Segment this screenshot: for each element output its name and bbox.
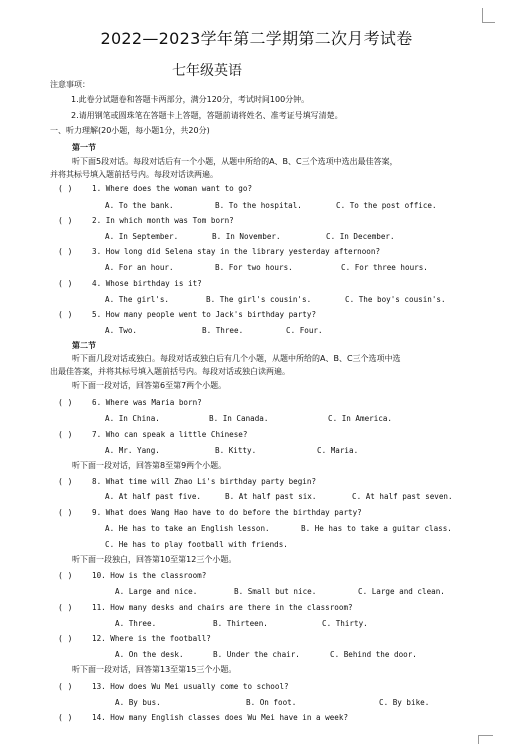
q11-option-c: C. Thirty. <box>322 619 368 628</box>
q4-option-a: A. The girl's. <box>105 295 170 304</box>
q11-option-b: B. Thirteen. <box>213 619 268 628</box>
q12-option-c: C. Behind the door. <box>330 650 417 659</box>
part2-instruction-line1: 听下面几段对话或独白。每段对话或独白后有几个小题，从题中所给的A、B、C三个选项中选 <box>72 354 401 363</box>
answer-blank[interactable]: ( ) <box>58 310 73 319</box>
sub-instruction-8-9: 听下面一段对话，回答第8至第9两个小题。 <box>72 461 227 470</box>
section-heading: 一、听力理解(20小题，每小题1分，共20分) <box>50 126 210 135</box>
q5-option-b: B. Three. <box>202 326 244 335</box>
answer-blank[interactable]: ( ) <box>58 398 73 407</box>
sub-instruction-10-12: 听下面一段独白，回答第10至第12三个小题。 <box>72 555 237 564</box>
answer-blank[interactable]: ( ) <box>58 184 73 193</box>
question-1: 1. Where does the woman want to go? <box>92 184 253 193</box>
q5-option-c: C. Four. <box>286 326 323 335</box>
answer-blank[interactable]: ( ) <box>58 682 73 691</box>
q9-option-a: A. He has to take an English lesson. <box>105 524 270 533</box>
q2-option-b: B. In November. <box>212 232 281 241</box>
notes-heading: 注意事项： <box>50 80 90 89</box>
q7-option-c: C. Maria. <box>317 446 359 455</box>
q3-option-a: A. For an hour. <box>105 263 174 272</box>
question-12: 12. Where is the football? <box>92 634 211 643</box>
q9-option-b: B. He has to take a guitar class. <box>301 524 452 533</box>
note-item-1: 1.此卷分试题卷和答题卡两部分，满分120分，考试时间100分钟。 <box>71 95 310 104</box>
question-8: 8. What time will Zhao Li's birthday party begin? <box>92 477 317 486</box>
note-item-2: 2.请用钢笔或圆珠笔在答题卡上答题，答题前请将姓名、准考证号填写清楚。 <box>71 111 343 120</box>
q6-option-b: B. In Canada. <box>209 414 269 423</box>
page-corner-mark-top <box>482 8 495 23</box>
q11-option-a: A. Three. <box>115 619 157 628</box>
sub-instruction-6-7: 听下面一段对话，回答第6至第7两个小题。 <box>72 381 227 390</box>
exam-subtitle: 七年级英语 <box>172 63 242 79</box>
answer-blank[interactable]: ( ) <box>58 713 73 722</box>
q10-option-b: B. Small but nice. <box>234 587 317 596</box>
question-2: 2. In which month was Tom born? <box>92 216 234 225</box>
q10-option-a: A. Large and nice. <box>115 587 198 596</box>
question-9: 9. What does Wang Hao have to do before the birthday party? <box>92 508 362 517</box>
question-10: 10. How is the classroom? <box>92 571 207 580</box>
question-6: 6. Where was Maria born? <box>92 398 202 407</box>
answer-blank[interactable]: ( ) <box>58 571 73 580</box>
q4-option-b: B. The girl's cousin's. <box>206 295 312 304</box>
answer-blank[interactable]: ( ) <box>58 634 73 643</box>
q3-option-b: B. For two hours. <box>215 263 293 272</box>
part2-label: 第二节 <box>72 341 96 350</box>
exam-title: 2022—2023学年第二学期第二次月考试卷 <box>100 29 413 48</box>
question-3: 3. How long did Selena stay in the library yesterday afternoon? <box>92 247 381 256</box>
q8-option-c: C. At half past seven. <box>352 492 453 501</box>
sub-instruction-13-15: 听下面一段对话，回答第13至第15三个小题。 <box>72 665 237 674</box>
q1-option-a: A. To the bank. <box>105 201 174 210</box>
q3-option-c: C. For three hours. <box>341 263 428 272</box>
q12-option-b: B. Under the chair. <box>213 650 300 659</box>
answer-blank[interactable]: ( ) <box>58 508 73 517</box>
part1-instruction-line2: 并将其标号填入题前括号内。每段对话读两遍。 <box>50 170 218 179</box>
question-4: 4. Whose birthday is it? <box>92 279 202 288</box>
q6-option-a: A. In China. <box>105 414 160 423</box>
q5-option-a: A. Two. <box>105 326 138 335</box>
q1-option-b: B. To the hospital. <box>215 201 302 210</box>
question-14: 14. How many English classes does Wu Mei have in a week? <box>92 713 349 722</box>
q13-option-a: A. By bus. <box>115 698 161 707</box>
question-7: 7. Who can speak a little Chinese? <box>92 430 248 439</box>
question-5: 5. How many people went to Jack's birthday party? <box>92 310 317 319</box>
q7-option-a: A. Mr. Yang. <box>105 446 160 455</box>
q13-option-b: B. On foot. <box>246 698 297 707</box>
q8-option-b: B. At half past six. <box>225 492 317 501</box>
q7-option-b: B. Kitty. <box>215 446 257 455</box>
q2-option-a: A. In September. <box>105 232 179 241</box>
answer-blank[interactable]: ( ) <box>58 430 73 439</box>
q2-option-c: C. In December. <box>326 232 395 241</box>
q1-option-c: C. To the post office. <box>336 201 437 210</box>
question-11: 11. How many desks and chairs are there in the classroom? <box>92 603 353 612</box>
q6-option-c: C. In America. <box>328 414 393 423</box>
q13-option-c: C. By bike. <box>379 698 430 707</box>
answer-blank[interactable]: ( ) <box>58 603 73 612</box>
part2-instruction-line2: 出最佳答案，并将其标号填入题前括号内。每段对话或独白读两遍。 <box>50 367 290 376</box>
part1-instruction-line1: 听下面5段对话。每段对话后有一个小题，从题中所给的A、B、C三个选项中选出最佳答案， <box>72 157 398 166</box>
answer-blank[interactable]: ( ) <box>58 477 73 486</box>
part1-label: 第一节 <box>72 143 96 152</box>
q9-option-c: C. He has to play football with friends. <box>105 540 288 549</box>
q12-option-a: A. On the desk. <box>115 650 184 659</box>
question-13: 13. How does Wu Mei usually come to school? <box>92 682 289 691</box>
answer-blank[interactable]: ( ) <box>58 247 73 256</box>
q4-option-c: C. The boy's cousin's. <box>345 295 446 304</box>
answer-blank[interactable]: ( ) <box>58 216 73 225</box>
q8-option-a: A. At half past five. <box>105 492 202 501</box>
q10-option-c: C. Large and clean. <box>358 587 445 596</box>
answer-blank[interactable]: ( ) <box>58 279 73 288</box>
